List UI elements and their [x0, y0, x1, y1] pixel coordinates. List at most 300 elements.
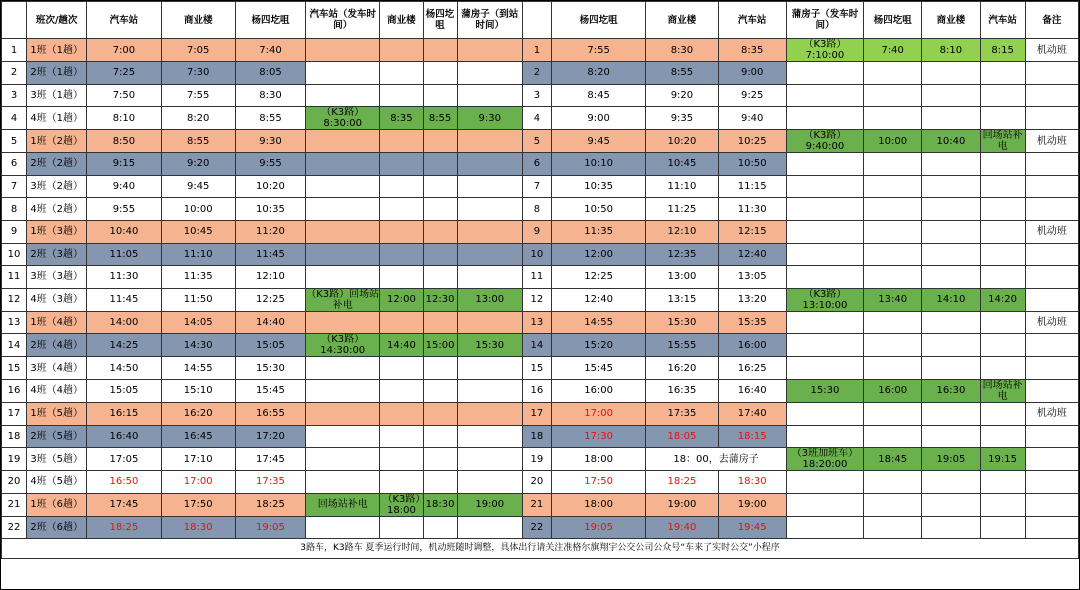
k3-empty: [423, 175, 457, 198]
left-time: 16:20: [161, 402, 235, 425]
left-time: 17:35: [235, 471, 305, 494]
row-index-2: 7: [522, 175, 551, 198]
right-time: 19:00: [646, 493, 718, 516]
pufangzi-empty: [980, 425, 1025, 448]
row-index-2: 19: [522, 448, 551, 471]
k3-empty: [457, 130, 522, 153]
left-time: 7:05: [161, 39, 235, 62]
k3-empty: [306, 266, 380, 289]
header-e-qichezhan: 汽车站: [980, 2, 1025, 39]
left-time: 17:05: [87, 448, 161, 471]
row-index-2: 14: [522, 334, 551, 357]
table-row: [2, 107, 1079, 130]
pufangzi-empty: [864, 357, 922, 380]
k3-empty: [457, 153, 522, 176]
k3-time: 8:55: [423, 107, 457, 130]
k3-empty: [457, 357, 522, 380]
right-time: 11:15: [718, 175, 786, 198]
k3-empty: [457, 448, 522, 471]
k3-empty: [457, 516, 522, 539]
k3-empty: [423, 379, 457, 402]
k3-empty: [380, 448, 423, 471]
table-row: [2, 334, 1079, 357]
k3-empty: [380, 220, 423, 243]
pufangzi-empty: [786, 62, 863, 85]
left-time: 14:50: [87, 357, 161, 380]
right-time: 18:00: [551, 448, 645, 471]
k3-empty: [423, 266, 457, 289]
k3-empty: [423, 84, 457, 107]
left-time: 11:45: [87, 288, 161, 311]
left-time: 16:55: [235, 402, 305, 425]
banci: 3班（2趟）: [27, 175, 87, 198]
banci: 3班（1趟）: [27, 84, 87, 107]
row-index-2: 9: [522, 220, 551, 243]
k3-time: 18:30: [423, 493, 457, 516]
right-time: 16:25: [718, 357, 786, 380]
timetable-body: [2, 39, 1079, 539]
timetable-table: [1, 1, 1079, 559]
left-time: 9:30: [235, 130, 305, 153]
right-time: 9:20: [646, 84, 718, 107]
k3-depart: （K3路）8:30:00: [306, 107, 380, 130]
row-index: 3: [2, 84, 27, 107]
left-time: 8:55: [161, 130, 235, 153]
k3-empty: [423, 130, 457, 153]
k3-empty: [457, 379, 522, 402]
right-time: 9:00: [551, 107, 645, 130]
pufangzi-empty: [864, 311, 922, 334]
k3-empty: [306, 402, 380, 425]
pufangzi-empty: [864, 334, 922, 357]
pufangzi-depart: （K3路）9:40:00: [786, 130, 863, 153]
right-time: 9:45: [551, 130, 645, 153]
pufangzi-empty: [786, 425, 863, 448]
note: 机动班: [1025, 402, 1078, 425]
header-l-qichezhan: 汽车站: [87, 2, 161, 39]
k3-empty: [306, 84, 380, 107]
right-time: 12:15: [718, 220, 786, 243]
left-time: 9:55: [235, 153, 305, 176]
k3-empty: [306, 471, 380, 494]
pufangzi-empty: [922, 311, 980, 334]
pufangzi-empty: [922, 153, 980, 176]
k3-time: 15:00: [423, 334, 457, 357]
header-banci: 班次/趟次: [27, 2, 87, 39]
pufangzi-empty: [864, 493, 922, 516]
note: [1025, 107, 1078, 130]
left-time: 14:05: [161, 311, 235, 334]
right-time: 13:20: [718, 288, 786, 311]
pufangzi-empty: [864, 84, 922, 107]
pufangzi-empty: [864, 107, 922, 130]
header-m-pufangzi: 蒲房子（到站时间）: [457, 2, 522, 39]
row-index: 9: [2, 220, 27, 243]
table-row: [2, 243, 1079, 266]
left-time: 11:30: [87, 266, 161, 289]
k3-depart: 回场站补电: [306, 493, 380, 516]
k3-empty: [380, 243, 423, 266]
right-time: 18：00，去蒲房子: [646, 448, 787, 471]
banci: 2班（3趟）: [27, 243, 87, 266]
table-row: [2, 379, 1079, 402]
banci: 4班（5趟）: [27, 471, 87, 494]
pufangzi-empty: [922, 220, 980, 243]
right-time: 17:40: [718, 402, 786, 425]
left-time: 14:40: [235, 311, 305, 334]
k3-time: （K3路）18:00: [380, 493, 423, 516]
row-index-2: 11: [522, 266, 551, 289]
pufangzi-depart: （3班加班车）18:20:00: [786, 448, 863, 471]
left-time: 11:50: [161, 288, 235, 311]
header-e-yangsi: 杨四圪咀: [864, 2, 922, 39]
pufangzi-time: 13:40: [864, 288, 922, 311]
k3-empty: [306, 516, 380, 539]
table-row: [2, 130, 1079, 153]
k3-empty: [306, 448, 380, 471]
note: [1025, 379, 1078, 402]
left-time: 7:00: [87, 39, 161, 62]
k3-empty: [306, 198, 380, 221]
left-time: 15:30: [235, 357, 305, 380]
table-row: [2, 62, 1079, 85]
pufangzi-empty: [922, 402, 980, 425]
row-index-2: 2: [522, 62, 551, 85]
k3-empty: [423, 39, 457, 62]
row-index: 15: [2, 357, 27, 380]
header-r-qichezhan: 汽车站: [718, 2, 786, 39]
left-time: 11:45: [235, 243, 305, 266]
pufangzi-empty: [864, 153, 922, 176]
left-time: 9:40: [87, 175, 161, 198]
footer-note: 3路车，K3路车 夏季运行时间，机动班随时调整，具体出行请关注准格尔旗翔宇公交公司公众号“车来了实时公交”小程序: [2, 539, 1079, 559]
row-index-2: 8: [522, 198, 551, 221]
k3-empty: [306, 425, 380, 448]
right-time: 9:25: [718, 84, 786, 107]
note: [1025, 493, 1078, 516]
pufangzi-time: 回场站补电: [980, 130, 1025, 153]
right-time: 16:00: [718, 334, 786, 357]
k3-empty: [423, 220, 457, 243]
right-time: 8:30: [646, 39, 718, 62]
table-row: [2, 288, 1079, 311]
table-row: [2, 516, 1079, 539]
table-row: [2, 493, 1079, 516]
k3-time: 15:30: [457, 334, 522, 357]
pufangzi-empty: [786, 220, 863, 243]
header-e-shangyelou: 商业楼: [922, 2, 980, 39]
right-time: 18:25: [646, 471, 718, 494]
k3-empty: [380, 311, 423, 334]
row-index: 10: [2, 243, 27, 266]
pufangzi-empty: [980, 175, 1025, 198]
right-time: 16:40: [718, 379, 786, 402]
k3-time: 12:00: [380, 288, 423, 311]
k3-empty: [306, 357, 380, 380]
pufangzi-time: 16:00: [864, 379, 922, 402]
left-time: 17:10: [161, 448, 235, 471]
note: [1025, 266, 1078, 289]
pufangzi-empty: [864, 243, 922, 266]
banci: 1班（6趟）: [27, 493, 87, 516]
pufangzi-empty: [864, 198, 922, 221]
pufangzi-empty: [922, 62, 980, 85]
header-index: [2, 2, 27, 39]
right-time: 10:20: [646, 130, 718, 153]
row-index-2: 21: [522, 493, 551, 516]
k3-empty: [306, 62, 380, 85]
table-row: [2, 425, 1079, 448]
k3-empty: [380, 402, 423, 425]
pufangzi-empty: [786, 471, 863, 494]
pufangzi-time: 10:40: [922, 130, 980, 153]
row-index-2: 1: [522, 39, 551, 62]
header-m-shangyelou: 商业楼: [380, 2, 423, 39]
k3-empty: [457, 402, 522, 425]
right-time: 8:45: [551, 84, 645, 107]
left-time: 15:05: [235, 334, 305, 357]
left-time: 19:05: [235, 516, 305, 539]
left-time: 11:20: [235, 220, 305, 243]
note: [1025, 198, 1078, 221]
left-time: 8:55: [235, 107, 305, 130]
pufangzi-depart: 15:30: [786, 379, 863, 402]
banci: 2班（6趟）: [27, 516, 87, 539]
pufangzi-time: 19:05: [922, 448, 980, 471]
note: [1025, 62, 1078, 85]
k3-empty: [380, 62, 423, 85]
k3-empty: [380, 198, 423, 221]
left-time: 12:10: [235, 266, 305, 289]
pufangzi-empty: [922, 516, 980, 539]
right-time: 12:25: [551, 266, 645, 289]
pufangzi-time: 7:40: [864, 39, 922, 62]
right-time: 7:55: [551, 39, 645, 62]
k3-empty: [380, 153, 423, 176]
note: 机动班: [1025, 311, 1078, 334]
right-time: 10:35: [551, 175, 645, 198]
k3-empty: [380, 130, 423, 153]
right-time: 9:40: [718, 107, 786, 130]
left-time: 16:15: [87, 402, 161, 425]
right-time: 14:55: [551, 311, 645, 334]
right-time: 15:30: [646, 311, 718, 334]
row-index-2: 10: [522, 243, 551, 266]
pufangzi-empty: [864, 266, 922, 289]
right-time: 12:35: [646, 243, 718, 266]
right-time: 18:15: [718, 425, 786, 448]
k3-empty: [306, 153, 380, 176]
left-time: 10:00: [161, 198, 235, 221]
k3-time: 19:00: [457, 493, 522, 516]
k3-empty: [380, 471, 423, 494]
right-time: 16:00: [551, 379, 645, 402]
left-time: 11:10: [161, 243, 235, 266]
left-time: 7:40: [235, 39, 305, 62]
right-time: 16:35: [646, 379, 718, 402]
banci: 3班（3趟）: [27, 266, 87, 289]
banci: 1班（3趟）: [27, 220, 87, 243]
note: [1025, 243, 1078, 266]
right-time: 19:40: [646, 516, 718, 539]
k3-depart: （K3路）回场站补电: [306, 288, 380, 311]
k3-empty: [306, 379, 380, 402]
pufangzi-depart: （K3路）7:10:00: [786, 39, 863, 62]
table-row: [2, 402, 1079, 425]
pufangzi-empty: [786, 311, 863, 334]
k3-empty: [423, 471, 457, 494]
left-time: 17:45: [235, 448, 305, 471]
left-time: 15:10: [161, 379, 235, 402]
pufangzi-empty: [980, 471, 1025, 494]
left-time: 15:05: [87, 379, 161, 402]
pufangzi-empty: [786, 493, 863, 516]
row-index-2: 18: [522, 425, 551, 448]
header-m-yangsi: 杨四圪咀: [423, 2, 457, 39]
k3-empty: [306, 39, 380, 62]
pufangzi-empty: [922, 266, 980, 289]
pufangzi-empty: [786, 516, 863, 539]
banci: 4班（2趟）: [27, 198, 87, 221]
k3-empty: [380, 379, 423, 402]
k3-time: 14:40: [380, 334, 423, 357]
left-time: 10:45: [161, 220, 235, 243]
k3-empty: [423, 198, 457, 221]
banci: 4班（4趟）: [27, 379, 87, 402]
banci: 2班（5趟）: [27, 425, 87, 448]
right-time: 12:00: [551, 243, 645, 266]
left-time: 14:25: [87, 334, 161, 357]
left-time: 8:05: [235, 62, 305, 85]
k3-empty: [423, 62, 457, 85]
note: [1025, 334, 1078, 357]
pufangzi-empty: [980, 107, 1025, 130]
header-m-depart: 汽车站（发车时间）: [306, 2, 380, 39]
k3-empty: [423, 311, 457, 334]
row-index-2: 22: [522, 516, 551, 539]
note: [1025, 471, 1078, 494]
note: 机动班: [1025, 220, 1078, 243]
left-time: 9:55: [87, 198, 161, 221]
right-time: 18:00: [551, 493, 645, 516]
k3-empty: [457, 175, 522, 198]
pufangzi-empty: [922, 334, 980, 357]
right-time: 9:35: [646, 107, 718, 130]
left-time: 15:45: [235, 379, 305, 402]
k3-empty: [457, 62, 522, 85]
right-time: 15:35: [718, 311, 786, 334]
row-index: 17: [2, 402, 27, 425]
right-time: 12:40: [718, 243, 786, 266]
left-time: 7:30: [161, 62, 235, 85]
left-time: 9:45: [161, 175, 235, 198]
banci: 1班（2趟）: [27, 130, 87, 153]
pufangzi-empty: [922, 107, 980, 130]
left-time: 17:00: [161, 471, 235, 494]
pufangzi-time: 回场站补电: [980, 379, 1025, 402]
table-row: [2, 220, 1079, 243]
right-time: 8:35: [718, 39, 786, 62]
row-index: 1: [2, 39, 27, 62]
k3-empty: [457, 471, 522, 494]
pufangzi-empty: [922, 493, 980, 516]
k3-empty: [306, 311, 380, 334]
pufangzi-empty: [980, 402, 1025, 425]
k3-empty: [380, 357, 423, 380]
pufangzi-empty: [786, 243, 863, 266]
k3-empty: [380, 516, 423, 539]
k3-empty: [423, 425, 457, 448]
left-time: 14:00: [87, 311, 161, 334]
left-time: 17:45: [87, 493, 161, 516]
right-time: 13:15: [646, 288, 718, 311]
header-r-shangyelou: 商业楼: [646, 2, 718, 39]
k3-empty: [457, 198, 522, 221]
pufangzi-empty: [922, 471, 980, 494]
left-time: 11:05: [87, 243, 161, 266]
pufangzi-empty: [980, 243, 1025, 266]
left-time: 10:20: [235, 175, 305, 198]
note: [1025, 288, 1078, 311]
row-index: 22: [2, 516, 27, 539]
right-time: 12:10: [646, 220, 718, 243]
left-time: 14:55: [161, 357, 235, 380]
left-time: 11:35: [161, 266, 235, 289]
pufangzi-empty: [980, 266, 1025, 289]
note: [1025, 153, 1078, 176]
table-row: [2, 175, 1079, 198]
k3-empty: [380, 175, 423, 198]
pufangzi-empty: [922, 357, 980, 380]
pufangzi-time: 18:45: [864, 448, 922, 471]
left-time: 9:15: [87, 153, 161, 176]
right-time: 11:10: [646, 175, 718, 198]
left-time: 17:20: [235, 425, 305, 448]
row-index: 4: [2, 107, 27, 130]
pufangzi-empty: [786, 175, 863, 198]
pufangzi-empty: [980, 62, 1025, 85]
row-index-2: 5: [522, 130, 551, 153]
right-time: 13:05: [718, 266, 786, 289]
left-time: 8:10: [87, 107, 161, 130]
header-r-yangsi: 杨四圪咀: [551, 2, 645, 39]
pufangzi-empty: [786, 153, 863, 176]
left-time: 16:45: [161, 425, 235, 448]
pufangzi-time: 14:10: [922, 288, 980, 311]
pufangzi-empty: [922, 84, 980, 107]
row-index: 5: [2, 130, 27, 153]
left-time: 7:55: [161, 84, 235, 107]
k3-empty: [380, 425, 423, 448]
k3-time: 13:00: [457, 288, 522, 311]
k3-empty: [423, 153, 457, 176]
banci: 3班（4趟）: [27, 357, 87, 380]
k3-empty: [380, 39, 423, 62]
pufangzi-empty: [980, 198, 1025, 221]
left-time: 17:50: [161, 493, 235, 516]
right-time: 10:50: [718, 153, 786, 176]
table-row: [2, 448, 1079, 471]
row-index-2: 12: [522, 288, 551, 311]
row-index: 6: [2, 153, 27, 176]
row-index: 13: [2, 311, 27, 334]
header-l-shangyelou: 商业楼: [161, 2, 235, 39]
row-index: 2: [2, 62, 27, 85]
pufangzi-time: 19:15: [980, 448, 1025, 471]
left-time: 8:30: [235, 84, 305, 107]
pufangzi-empty: [786, 357, 863, 380]
left-time: 16:40: [87, 425, 161, 448]
